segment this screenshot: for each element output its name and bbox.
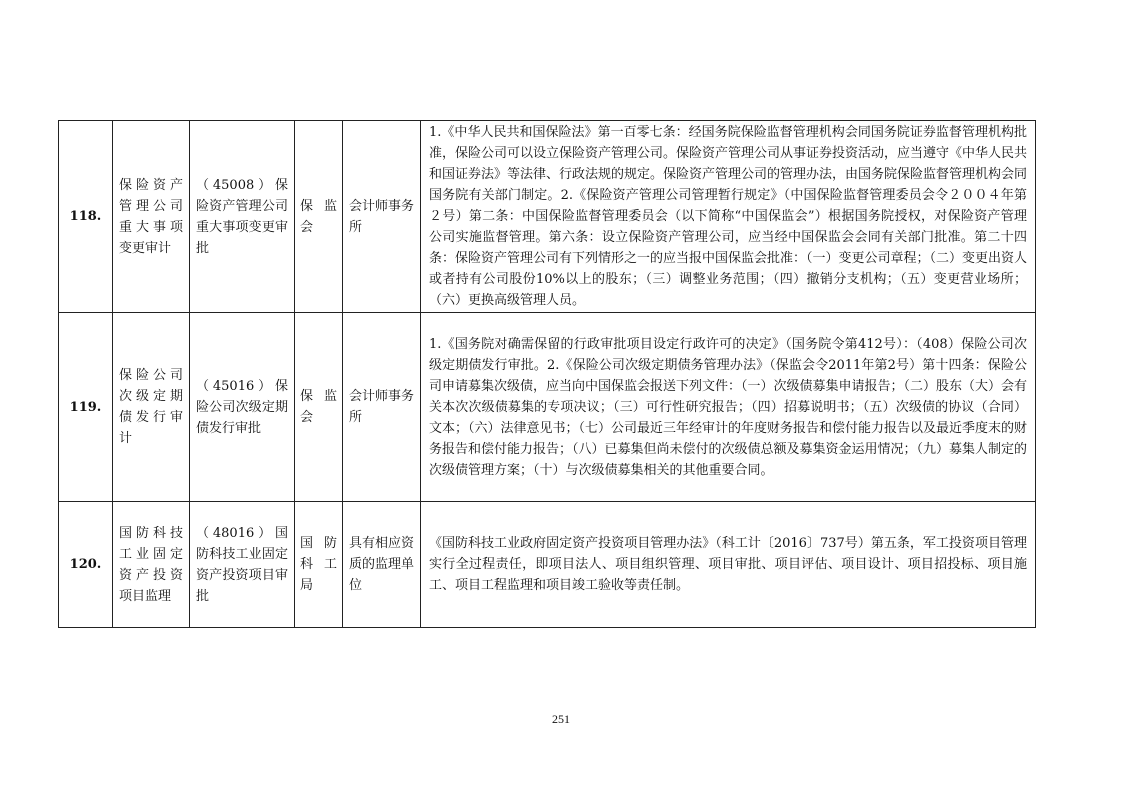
service-organization: 会计师事务所 <box>343 121 421 313</box>
service-organization: 具有相应资质的监理单位 <box>343 502 421 628</box>
service-item: 保险资产管理公司重大事项变更审计 <box>113 121 190 313</box>
legal-basis: 《国防科技工业政府固定资产投资项目管理办法》（科工计〔2016〕737号）第五条，军工投资项目管理实行全过程责任，即项目法人、项目组织管理、项目审批、项目评估、项目设计、项目招投标、项目施工、项目工程监理和项目竣工验收等责任制。 <box>421 502 1036 628</box>
table-row <box>59 502 1036 628</box>
service-organization: 会计师事务所 <box>343 313 421 502</box>
table-row <box>59 121 1036 313</box>
table-row <box>59 313 1036 502</box>
department: 保监会 <box>295 121 343 313</box>
department: 保监会 <box>295 313 343 502</box>
service-item: 国防科技工业固定资产投资项目监理 <box>113 502 190 628</box>
legal-basis: 1.《中华人民共和国保险法》第一百零七条：经国务院保险监督管理机构会同国务院证券监督管理机构批准，保险公司可以设立保险资产管理公司。保险资产管理公司从事证券投资活动，应当遵守《中华人民共和国证券法》等法律、行政法规的规定。保险资产管理公司的管理办法，由国务院保险监督管理机构会同国务院有关部门制定。2.《保险资产管理公司管理暂行规定》（中国保险监督管理委员会令２００４年第２号）第二条：中国保险监督管理委员会（以下简称“中国保监会”）根据国务院授权，对保险资产管理公司实施监督管理。第六条：设立保险资产管理公司，应当经中国保监会会同有关部门批准。第二十四条：保险资产管理公司有下列情形之一的应当报中国保监会批准：（一）变更公司章程；（二）变更出资人或者持有公司股份10%以上的股东；（三）调整业务范围；（四）撤销分支机构；（五）变更营业场所；（六）更换高级管理人员。 <box>421 121 1036 313</box>
service-item: 保险公司次级定期债发行审计 <box>113 313 190 502</box>
approval-item: （45008）保险资产管理公司重大事项变更审批 <box>190 121 295 313</box>
approval-item: （48016）国防科技工业固定资产投资项目审批 <box>190 502 295 628</box>
page-number: 251 <box>552 712 570 726</box>
row-number: 120. <box>59 502 113 628</box>
approval-item: （45016）保险公司次级定期债发行审批 <box>190 313 295 502</box>
regulation-table <box>58 120 1036 628</box>
row-number: 119. <box>59 313 113 502</box>
department: 国防科工局 <box>295 502 343 628</box>
legal-basis: 1.《国务院对确需保留的行政审批项目设定行政许可的决定》（国务院令第412号）：（408）保险公司次级定期债发行审批。2.《保险公司次级定期债务管理办法》（保监会令2011年第2号）第十四条：保险公司申请募集次级债，应当向中国保监会报送下列文件：（一）次级债募集申请报告；（二）股东（大）会有关本次次级债募集的专项决议；（三）可行性研究报告；（四）招募说明书；（五）次级债的协议（合同）文本；（六）法律意见书；（七）公司最近三年经审计的年度财务报告和偿付能力报告以及最近季度末的财务报告和偿付能力报告；（八）已募集但尚未偿付的次级债总额及募集资金运用情况；（九）募集人制定的次级债管理方案；（十）与次级债募集相关的其他重要合同。 <box>421 313 1036 502</box>
row-number: 118. <box>59 121 113 313</box>
